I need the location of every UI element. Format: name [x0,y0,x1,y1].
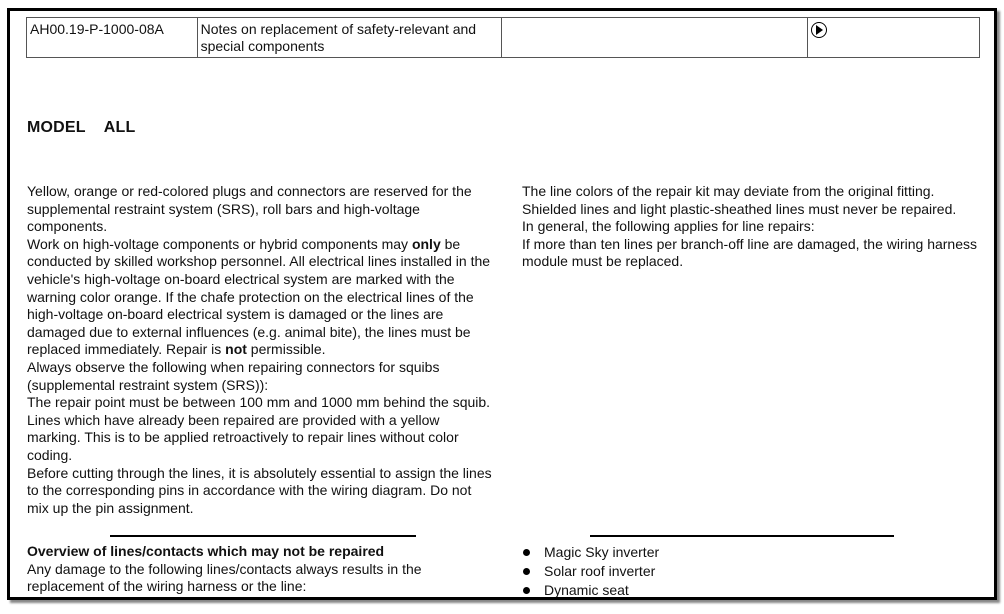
list-item: Magic Sky inverter [522,543,962,562]
list-item: Solar roof inverter [522,562,962,581]
bullet-icon [523,549,530,556]
paragraph-line-colors: The line colors of the repair kit may deviate from the original fitting. [522,183,935,199]
doc-id: AH00.19-P-1000-08A [30,21,164,37]
header-row [27,18,980,58]
icon-cell [807,18,979,58]
model-value: ALL [103,119,136,136]
paragraph-high-voltage: Work on high-voltage components or hybrid components may only be conducted by skilled workshop personnel. All electrical lines installed in the vehicle's high-voltage on-board electrical system are marked with the warning color orange. If the chafe protection on the electrical lines of the high-voltage on-board electrical system is damaged or the lines are damaged due to external influences (e.g. animal bite), the lines must be replaced immediately. Repair is not permissible. [27,235,491,358]
paragraph-repair-point: The repair point must be between 100 mm and 1000 mm behind the squib. Lines which have already been repaired are provided with a yellow marking. This is to be applied retroactively to repair lines without color coding. [27,394,491,463]
model-label: MODEL [27,119,86,136]
doc-title: Notes on replacement of safety-relevant and special components [200,21,477,54]
non-repairable-list [522,543,962,600]
left-column [27,183,495,517]
doc-id-cell [27,18,198,58]
bullet-icon [523,568,530,575]
document-frame [7,8,997,600]
right-column [522,183,982,271]
doc-title-cell [197,18,501,58]
header-table [26,17,980,58]
paragraph-shielded-lines: Shielded lines and light plastic-sheathed lines must never be repaired. [522,200,957,217]
paragraph-general-rule: In general, the following applies for line repairs: [522,218,815,235]
paragraph-squib-intro: Always observe the following when repairing connectors for squibs (supplemental restraint system (SRS)): [27,358,440,393]
divider-left [110,535,416,537]
paragraph-pin-assignment: Before cutting through the lines, it is absolutely essential to assign the lines to the corresponding pins in accordance with the wiring diagram. Do not mix up the pin assignment. [27,464,492,516]
overview-text: Any damage to the following lines/contacts always results in the replacement of the wiring harness or the line: [27,560,422,595]
blank-cell [501,18,807,58]
divider-right [590,535,894,537]
overview-section [27,543,497,596]
paragraph-harness-replace: If more than ten lines per branch-off line are damaged, the wiring harness module must be replaced. [522,235,977,270]
paragraph-srs-colors: Yellow, orange or red-colored plugs and connectors are reserved for the supplemental restraint system (SRS), roll bars and high-voltage components. [27,183,472,235]
overview-title: Overview of lines/contacts which may not be repaired [27,543,385,559]
model-line [27,119,135,137]
play-circle-icon[interactable] [811,22,827,38]
bullet-icon [523,587,530,594]
list-item: Dynamic seat [522,581,962,600]
